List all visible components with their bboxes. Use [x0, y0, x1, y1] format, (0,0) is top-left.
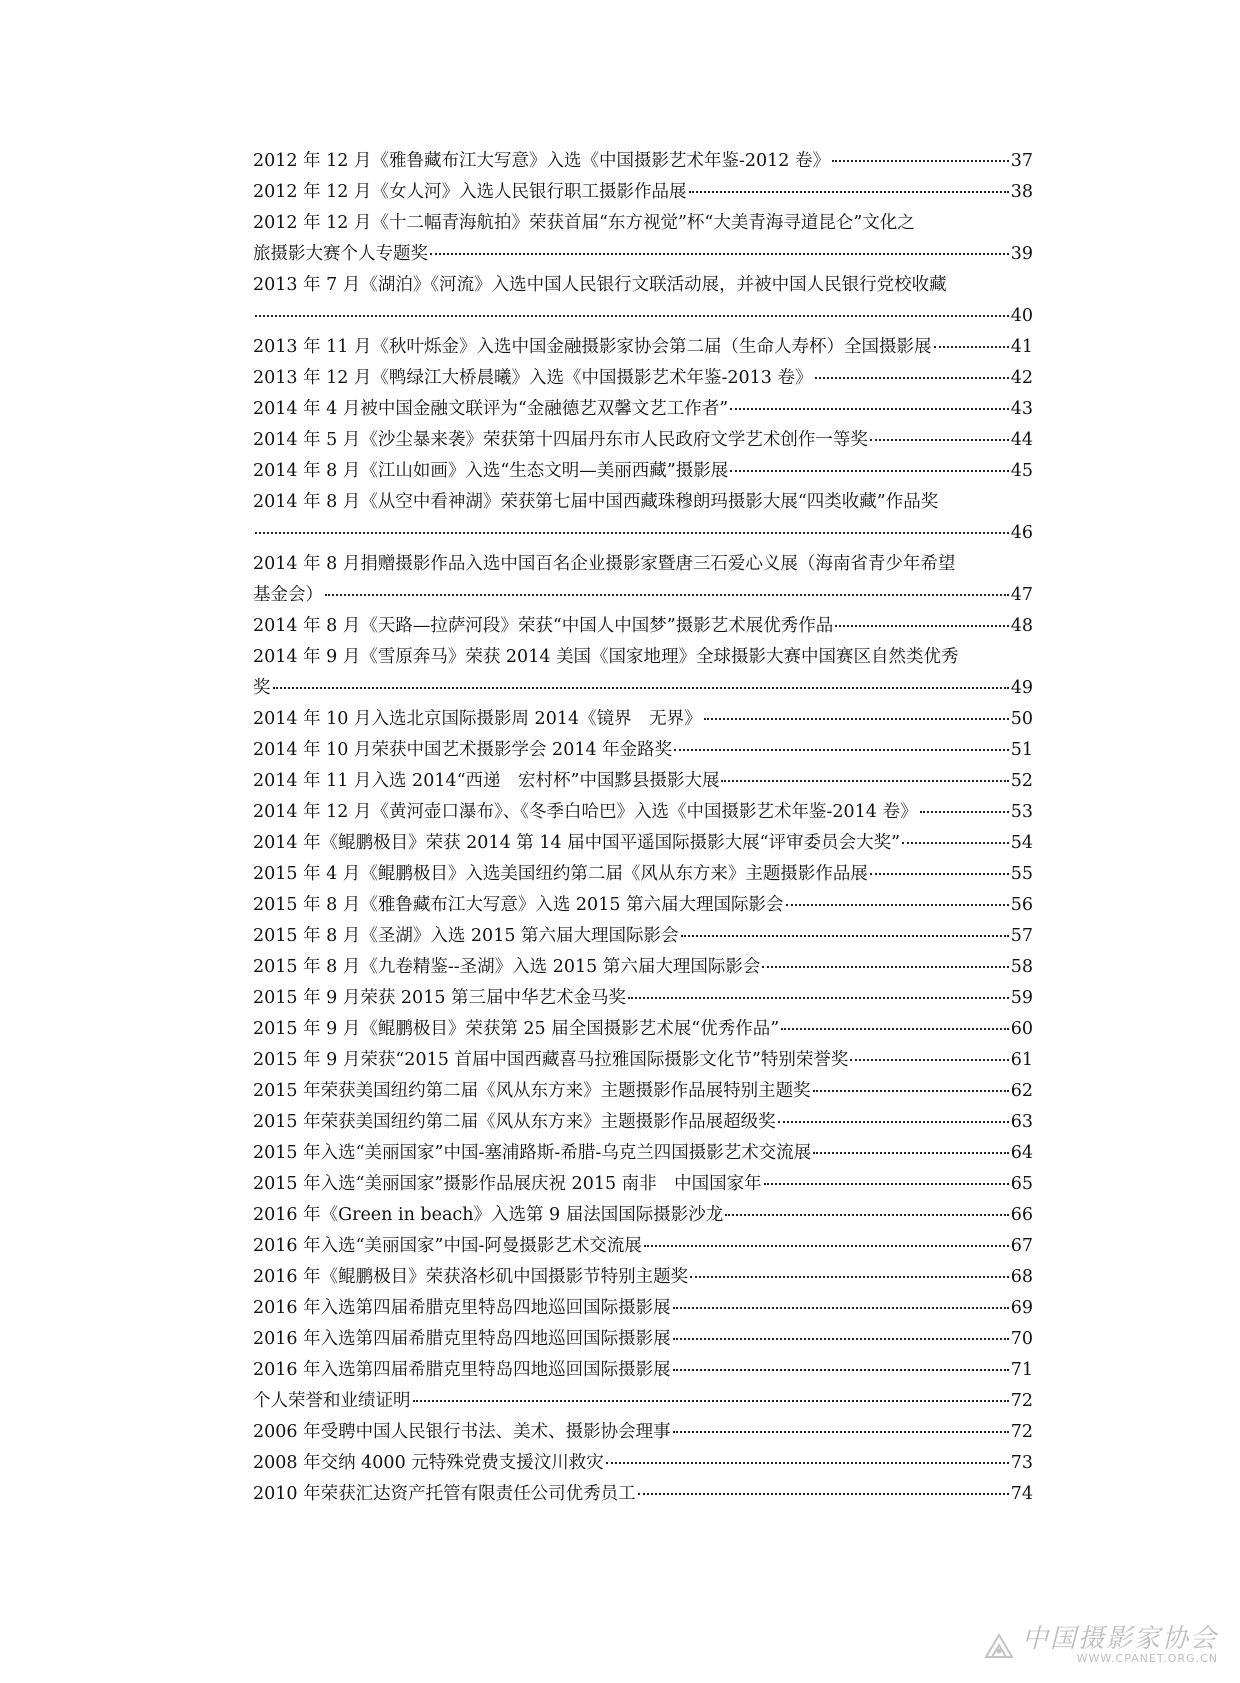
toc-entry: [253, 983, 1033, 1014]
toc-entry-label: 2015 年荣获美国纽约第二届《风从东方来》主题摄影作品展超级奖: [253, 1112, 776, 1132]
toc-dot-leader: [778, 1121, 1009, 1123]
toc-entry-label: 奖: [253, 678, 271, 698]
toc-entry: [253, 177, 1033, 208]
toc-page-number: 60: [1010, 1019, 1033, 1039]
toc-entry: [253, 1448, 1033, 1479]
toc-entry: [253, 456, 1033, 487]
toc-dot-leader: [832, 160, 1009, 162]
toc-dot-leader: [673, 1307, 1009, 1309]
toc-page-number: 47: [1010, 585, 1033, 605]
toc-dot-leader: [934, 346, 1009, 348]
toc-entry: [253, 673, 1033, 704]
toc-dot-leader: [920, 811, 1009, 813]
toc-entry: [253, 704, 1033, 735]
toc-entry-label: 2014 年 8 月《天路—拉萨河段》荣获“中国人中国梦”摄影艺术展优秀作品: [253, 616, 834, 636]
toc-entry: [253, 1417, 1033, 1448]
toc-entry: [253, 1014, 1033, 1045]
toc-entry: [253, 1479, 1033, 1510]
toc-dot-leader: [902, 842, 1009, 844]
toc-entry-label: 2016 年《Green in beach》入选第 9 届法国国际摄影沙龙: [253, 1205, 724, 1225]
toc-entry: [253, 1231, 1033, 1262]
toc-dot-leader: [690, 1276, 1009, 1278]
toc-entry-label: 2016 年入选第四届希腊克里特岛四地巡回国际摄影展: [253, 1298, 671, 1318]
toc-page-number: 62: [1010, 1081, 1033, 1101]
toc-entry-label: 2015 年 9 月《鲲鹏极目》荣获第 25 届全国摄影艺术展“优秀作品”: [253, 1019, 780, 1039]
toc-dot-leader: [813, 1090, 1009, 1092]
toc-entry: [253, 394, 1033, 425]
toc-page-number: 61: [1010, 1050, 1033, 1070]
toc-dot-leader: [762, 966, 1008, 968]
toc-entry: [253, 611, 1033, 642]
toc-page-number: 74: [1010, 1484, 1033, 1504]
toc-entry: [253, 1262, 1033, 1293]
toc-entry-label: 2015 年荣获美国纽约第二届《风从东方来》主题摄影作品展特别主题奖: [253, 1081, 811, 1101]
toc-dot-leader: [730, 470, 1008, 472]
toc-dot-leader: [673, 1369, 1009, 1371]
toc-entry: [253, 1386, 1033, 1417]
toc-entry: [253, 1107, 1033, 1138]
toc-page-number: 64: [1010, 1143, 1033, 1163]
toc-page-number: 53: [1010, 802, 1033, 822]
toc-entry-label: 2013 年 11 月《秋叶烁金》入选中国金融摄影家协会第二届（生命人寿杯）全国摄影展: [253, 337, 932, 357]
toc-entry-label: 2016 年《鲲鹏极目》荣获洛杉矶中国摄影节特别主题奖: [253, 1267, 689, 1287]
toc-entry-label: 2015 年 8 月《圣湖》入选 2015 第六届大理国际影会: [253, 926, 679, 946]
toc-entry-label: 2014 年 10 月入选北京国际摄影周 2014《镜界 无界》: [253, 709, 702, 729]
toc-entry-label: 2014 年 8 月《江山如画》入选“生态文明—美丽西藏”摄影展: [253, 461, 729, 481]
toc-entry: [253, 1138, 1033, 1169]
toc-entry: [253, 301, 1033, 332]
toc-page-number: 46: [1010, 523, 1033, 543]
toc-entry: [253, 890, 1033, 921]
toc-entry: [253, 735, 1033, 766]
toc-entry: [253, 1045, 1033, 1076]
toc-dot-leader: [813, 1152, 1008, 1154]
toc-entry-label: 2015 年入选“美丽国家”中国-塞浦路斯-希腊-乌克兰四国摄影艺术交流展: [253, 1143, 812, 1163]
toc-dot-leader: [721, 780, 1008, 782]
toc-entry: [253, 1324, 1033, 1355]
toc-page-number: 41: [1010, 337, 1033, 357]
toc-entry: [253, 518, 1033, 549]
toc-entry: [253, 797, 1033, 828]
toc-entry: [253, 1169, 1033, 1200]
watermark-chinese-text: 中国摄影家协会: [1021, 1624, 1218, 1655]
toc-page-number: 57: [1010, 926, 1033, 946]
toc-entry-label: 旅摄影大赛个人专题奖: [253, 244, 428, 264]
toc-page-number: 49: [1010, 678, 1033, 698]
toc-dot-leader: [681, 935, 1009, 937]
toc-entry: [253, 239, 1033, 270]
toc-page-number: 37: [1010, 151, 1033, 171]
toc-entry: [253, 952, 1033, 983]
toc-page-number: 45: [1010, 461, 1033, 481]
toc-dot-leader: [644, 1245, 1009, 1247]
toc-entry-line: [253, 270, 1033, 301]
toc-entry-text: 2014 年 9 月《雪原奔马》荣获 2014 美国《国家地理》全球摄影大赛中国赛区自然类优秀: [253, 647, 959, 667]
toc-page-number: 72: [1010, 1391, 1033, 1411]
toc-page-number: 58: [1010, 957, 1033, 977]
toc-entry-label: 2016 年入选第四届希腊克里特岛四地巡回国际摄影展: [253, 1329, 671, 1349]
toc-entry: [253, 332, 1033, 363]
toc-entry-label: 2006 年受聘中国人民银行书法、美术、摄影协会理事: [253, 1422, 671, 1442]
toc-page-number: 42: [1010, 368, 1033, 388]
toc-page-number: 72: [1010, 1422, 1033, 1442]
toc-page-number: 73: [1010, 1453, 1033, 1473]
toc-entry-text: 2013 年 7 月《湖泊》《河流》入选中国人民银行文联活动展，并被中国人民银行党校收藏: [253, 275, 947, 295]
toc-page-number: 50: [1010, 709, 1033, 729]
toc-page-number: 68: [1010, 1267, 1033, 1287]
toc-entry: [253, 1355, 1033, 1386]
toc-entry-label: 2016 年入选第四届希腊克里特岛四地巡回国际摄影展: [253, 1360, 671, 1380]
toc-entry-label: 2014 年 11 月入选 2014“西递 宏村杯”中国黟县摄影大展: [253, 771, 720, 791]
toc-dot-leader: [273, 687, 1009, 689]
toc-entry-text: 2012 年 12 月《十二幅青海航拍》荣获首届“东方视觉”杯“大美青海寻道昆仑”文化之: [253, 213, 915, 233]
toc-page-number: 56: [1010, 895, 1033, 915]
toc-dot-leader: [725, 1214, 1008, 1216]
toc-entry-line: [253, 208, 1033, 239]
toc-dot-leader: [255, 532, 1009, 534]
toc-dot-leader: [638, 1493, 1009, 1495]
toc-page-number: 59: [1010, 988, 1033, 1008]
toc-entry-label: 2014 年 12 月《黄河壶口瀑布》、《冬季白哈巴》入选《中国摄影艺术年鉴-2014 卷》: [253, 802, 918, 822]
toc-dot-leader: [870, 873, 1009, 875]
toc-dot-leader: [730, 408, 1008, 410]
toc-entry: [253, 146, 1033, 177]
toc-dot-leader: [673, 1431, 1009, 1433]
toc-dot-leader: [764, 1183, 1009, 1185]
toc-entry-label: 2015 年 9 月荣获 2015 第三届中华艺术金马奖: [253, 988, 627, 1008]
toc-entry-label: 2015 年 9 月荣获“2015 首届中国西藏喜马拉雅国际摄影文化节”特别荣誉奖: [253, 1050, 849, 1070]
toc-entry-label: 2015 年 8 月《雅鲁藏布江大写意》入选 2015 第六届大理国际影会: [253, 895, 784, 915]
toc-entry: [253, 766, 1033, 797]
toc-entry-label: 2015 年入选“美丽国家”摄影作品展庆祝 2015 南非 中国国家年: [253, 1174, 762, 1194]
table-of-contents: [253, 146, 1033, 1510]
toc-entry: [253, 828, 1033, 859]
toc-entry: [253, 425, 1033, 456]
toc-page-number: 63: [1010, 1112, 1033, 1132]
toc-dot-leader: [673, 1338, 1009, 1340]
toc-page-number: 54: [1010, 833, 1033, 853]
cpa-logo-icon: [982, 1629, 1016, 1663]
toc-page-number: 55: [1010, 864, 1033, 884]
toc-dot-leader: [689, 191, 1009, 193]
toc-dot-leader: [870, 439, 1009, 441]
toc-page-number: 38: [1010, 182, 1033, 202]
toc-dot-leader: [704, 718, 1009, 720]
toc-entry-label: 2010 年荣获汇达资产托管有限责任公司优秀员工: [253, 1484, 636, 1504]
toc-page-number: 69: [1010, 1298, 1033, 1318]
toc-dot-leader: [815, 377, 1009, 379]
toc-entry: [253, 1293, 1033, 1324]
toc-page-number: 43: [1010, 399, 1033, 419]
toc-entry-line: [253, 487, 1033, 518]
toc-page-number: 67: [1010, 1236, 1033, 1256]
toc-entry-label: 个人荣誉和业绩证明: [253, 1391, 411, 1411]
toc-entry-text: 2014 年 8 月捐赠摄影作品入选中国百名企业摄影家暨唐三石爱心义展（海南省青少年希望: [253, 554, 956, 574]
toc-entry-label: 2012 年 12 月《女人河》入选人民银行职工摄影作品展: [253, 182, 687, 202]
toc-entry-line: [253, 549, 1033, 580]
toc-entry-label: 2016 年入选“美丽国家”中国-阿曼摄影艺术交流展: [253, 1236, 642, 1256]
toc-entry: [253, 580, 1033, 611]
toc-page-number: 48: [1010, 616, 1033, 636]
toc-entry-label: 2014 年《鲲鹏极目》荣获 2014 第 14 届中国平遥国际摄影大展“评审委员会大奖”: [253, 833, 901, 853]
toc-entry-label: 2015 年 4 月《鲲鹏极目》入选美国纽约第二届《风从东方来》主题摄影作品展: [253, 864, 868, 884]
toc-entry-label: 2012 年 12 月《雅鲁藏布江大写意》入选《中国摄影艺术年鉴-2012 卷》: [253, 151, 831, 171]
toc-entry: [253, 363, 1033, 394]
toc-entry-label: 2014 年 10 月荣获中国艺术摄影学会 2014 年金路奖: [253, 740, 673, 760]
toc-dot-leader: [674, 749, 1009, 751]
toc-entry: [253, 859, 1033, 890]
toc-dot-leader: [255, 315, 1009, 317]
toc-entry-label: 2008 年交纳 4000 元特殊党费支援汶川救灾: [253, 1453, 604, 1473]
toc-dot-leader: [325, 594, 1009, 596]
toc-dot-leader: [413, 1400, 1009, 1402]
toc-entry-text: 2014 年 8 月《从空中看神湖》荣获第七届中国西藏珠穆朗玛摄影大展“四类收藏”作品奖: [253, 492, 939, 512]
toc-entry-label: 2015 年 8 月《九卷精鉴--圣湖》入选 2015 第六届大理国际影会: [253, 957, 761, 977]
toc-entry-label: 2014 年 4 月被中国金融文联评为“金融德艺双馨文艺工作者”: [253, 399, 729, 419]
toc-page-number: 39: [1010, 244, 1033, 264]
toc-page-number: 66: [1010, 1205, 1033, 1225]
toc-dot-leader: [850, 1059, 1008, 1061]
toc-dot-leader: [835, 625, 1008, 627]
toc-entry: [253, 1200, 1033, 1231]
toc-entry-label: 2013 年 12 月《鸭绿江大桥晨曦》入选《中国摄影艺术年鉴-2013 卷》: [253, 368, 813, 388]
toc-page-number: 65: [1010, 1174, 1033, 1194]
toc-dot-leader: [430, 253, 1009, 255]
watermark: [982, 1626, 1218, 1665]
toc-entry: [253, 921, 1033, 952]
toc-entry-label: 基金会）: [253, 585, 323, 605]
toc-dot-leader: [628, 997, 1009, 999]
toc-page-number: 70: [1010, 1329, 1033, 1349]
toc-page-number: 71: [1010, 1360, 1033, 1380]
watermark-url-text: WWW.CPANET.ORG.CN: [1076, 1652, 1218, 1666]
toc-dot-leader: [606, 1462, 1009, 1464]
toc-page-number: 51: [1010, 740, 1033, 760]
toc-page-number: 44: [1010, 430, 1033, 450]
toc-dot-leader: [781, 1028, 1009, 1030]
toc-page-number: 52: [1010, 771, 1033, 791]
toc-dot-leader: [786, 904, 1009, 906]
toc-entry: [253, 1076, 1033, 1107]
toc-page-number: 40: [1010, 306, 1033, 326]
toc-entry-label: 2014 年 5 月《沙尘暴来袭》荣获第十四届丹东市人民政府文学艺术创作一等奖: [253, 430, 868, 450]
toc-entry-line: [253, 642, 1033, 673]
